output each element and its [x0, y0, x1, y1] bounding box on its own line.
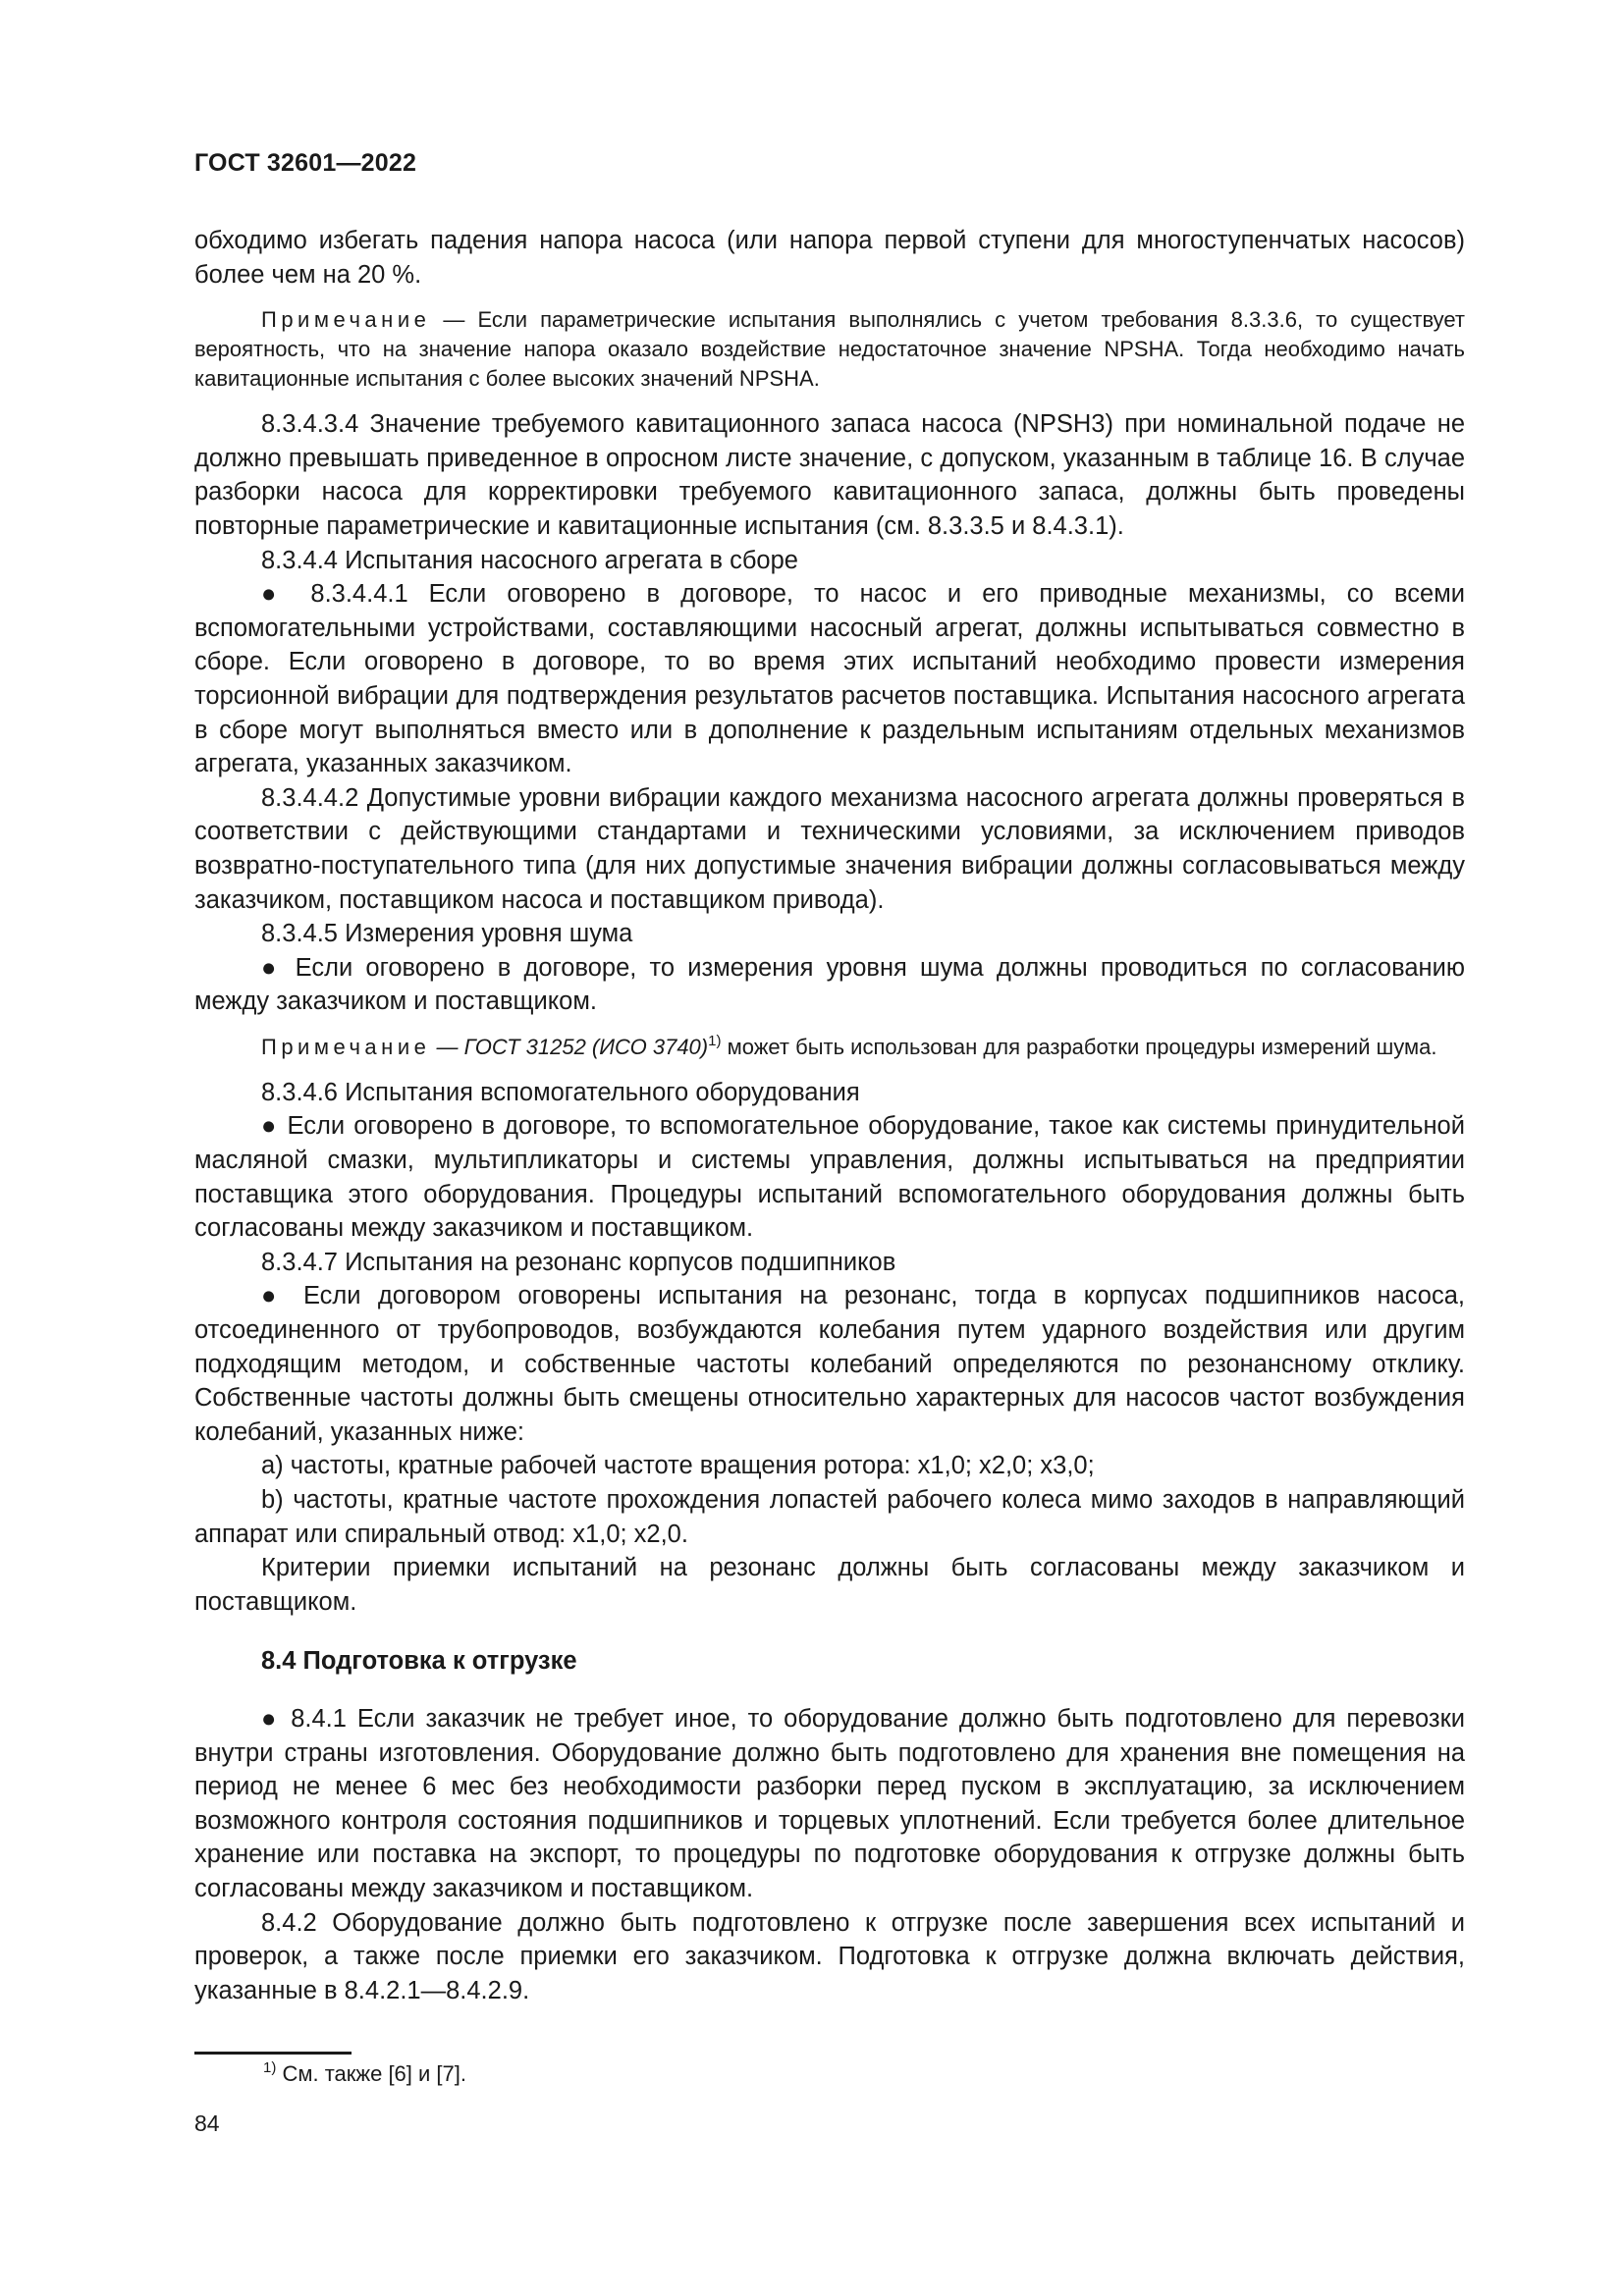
paragraph: ● Если договором оговорены испытания на резонанс, тогда в корпусах подшипников насоса, отсоединенного от трубопроводов, возбуждаются колебания путем ударного воздействия или другим подходящим методом, и собственные частоты колебаний определяются по резонансному отклику. Собственные частоты должны быть смещены относительно характерных для насосов частот возбуждения колебаний, указанных ниже: [194, 1282, 1465, 1446]
note-reference: — ГОСТ 31252 (ИСО 3740) [430, 1034, 709, 1059]
list-item: b) частоты, кратные частоте прохождения лопастей рабочего колеса мимо заходов в направляющий аппарат или спиральный отвод: x1,0; x2,0. [194, 1486, 1465, 1548]
note [194, 1033, 1465, 1062]
page-number: 84 [194, 2110, 220, 2136]
note-label: Примечание [261, 307, 431, 333]
footnote-divider [194, 2052, 352, 2055]
paragraph: ● Если оговорено в договоре, то измерения уровня шума должны проводиться по согласованию между заказчиком и поставщиком. [194, 953, 1465, 1016]
list-item: a) частоты, кратные рабочей частоте вращения ротора: x1,0; x2,0; x3,0; [261, 1452, 1095, 1480]
subsection-title: 8.3.4.4 Испытания насосного агрегата в сборе [261, 546, 798, 574]
footnote [263, 2059, 466, 2089]
subsection-title: 8.3.4.6 Испытания вспомогательного оборудования [261, 1078, 860, 1106]
note-label: Примечание [261, 1034, 431, 1059]
note-text: — Если параметрические испытания выполнялись с учетом требования 8.3.3.6, то существует вероятность, что на значение напора оказало воздействие недостаточное значение NPSHA. Тогда необходимо начать кавитационные испытания с более высоких значений NPSHA. [194, 307, 1465, 392]
page-title: ГОСТ 32601—2022 [194, 149, 417, 177]
note [194, 305, 1465, 394]
document-body [194, 224, 1465, 2007]
paragraph: 8.3.4.4.2 Допустимые уровни вибрации каждого механизма насосного агрегата должны проверяться в соответствии с действующими стандартами и техническими условиями, за исключением приводов возвратно-поступательного типа (для них допустимые значения вибрации должны согласовываться между заказчиком, поставщиком насоса и поставщиком привода). [194, 783, 1465, 914]
note-text: может быть использован для разработки процедуры измерений шума. [721, 1034, 1437, 1059]
paragraph: ● Если оговорено в договоре, то вспомогательное оборудование, такое как системы принудительной масляной смазки, мультипликаторы и системы управления, должны испытываться на предприятии поставщика этого оборудования. Процедуры испытаний вспомогательного оборудования должны быть согласованы между заказчиком и поставщиком. [194, 1112, 1465, 1243]
subsection-title: 8.3.4.5 Измерения уровня шума [261, 920, 633, 948]
paragraph: 8.4.2 Оборудование должно быть подготовлено к отгрузке после завершения всех испытаний и проверок, а также после приемки его заказчиком. Подготовка к отгрузке должна включать действия, указанные в 8.4.2.1—8.4.2.9. [194, 1908, 1465, 2004]
footnote-text: См. также [6] и [7]. [276, 2061, 466, 2086]
paragraph: обходимо избегать падения напора насоса (или напора первой ступени для многоступенчатых насосов) более чем на 20 %. [194, 227, 1465, 289]
section-heading: 8.4 Подготовка к отгрузке [261, 1647, 577, 1676]
footnote-reference: 1) [708, 1032, 722, 1049]
paragraph: 8.3.4.3.4 Значение требуемого кавитационного запаса насоса (NPSH3) при номинальной подаче не должно превышать приведенное в опросном листе значение, с допуском, указанным в таблице 16. В случае разборки насоса для корректировки требуемого кавитационного запаса, должны быть проведены повторные параметрические и кавитационные испытания (см. 8.3.3.5 и 8.4.3.1). [194, 410, 1465, 540]
footnote-mark: 1) [263, 2059, 277, 2076]
paragraph: ● 8.3.4.4.1 Если оговорено в договоре, то насос и его приводные механизмы, со всеми вспомогательными устройствами, составляющими насосный агрегат, должны испытываться совместно в сборе. Если оговорено в договоре, то во время этих испытаний необходимо провести измерения торсионной вибрации для подтверждения результатов расчетов поставщика. Испытания насосного агрегата в сборе могут выполняться вместо или в дополнение к раздельным испытаниям отдельных механизмов агрегата, указанных заказчиком. [194, 580, 1465, 778]
subsection-title: 8.3.4.7 Испытания на резонанс корпусов подшипников [261, 1248, 896, 1276]
paragraph: ● 8.4.1 Если заказчик не требует иное, то оборудование должно быть подготовлено для перевозки внутри страны изготовления. Оборудование должно быть подготовлено для хранения вне помещения на период не менее 6 мес без необходимости разборки перед пуском в эксплуатацию, за исключением возможного контроля состояния подшипников и торцевых уплотнений. Если требуется более длительное хранение или поставка на экспорт, то процедуры по подготовке оборудования к отгрузке должны быть согласованы между заказчиком и поставщиком. [194, 1704, 1465, 1902]
paragraph: Критерии приемки испытаний на резонанс должны быть согласованы между заказчиком и поставщиком. [194, 1554, 1465, 1616]
